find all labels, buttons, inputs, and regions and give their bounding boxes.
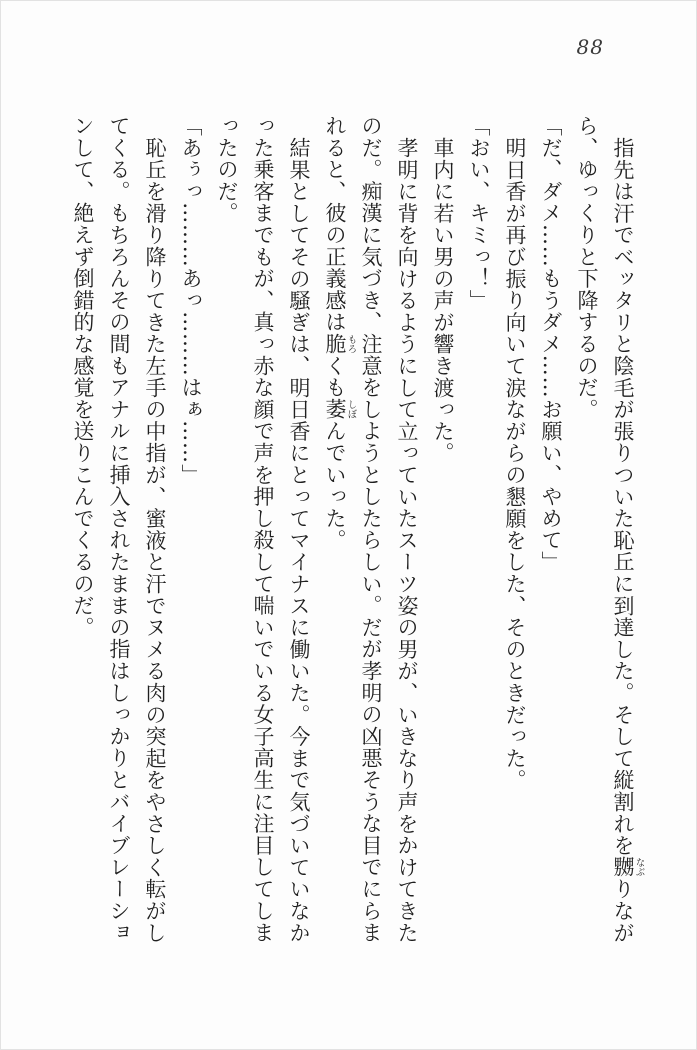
paragraph: 明日香が再び振り向いて涙ながらの懇願をした、そのときだった。 bbox=[503, 137, 527, 791]
page-number: 88 bbox=[576, 35, 604, 59]
paragraph: 「あぅっ………あっ………はぁ……」 bbox=[179, 115, 203, 486]
paragraph: 「おい、キミっ！」 bbox=[467, 115, 491, 312]
paragraph: 車内に若い男の声が響き渡った。 bbox=[431, 137, 455, 464]
paragraph: 孝明に背を向けるようにして立っていたスーツ姿の男が、いきなり声をかけてきたのだ。痴漢に気づき、注意をしようとしたらしい。だが孝明の凶悪そうな目でにらまれると、彼の正義感は脆もろくも萎しぼんでいった。 bbox=[323, 115, 419, 944]
paragraph: 恥丘を滑り降りてきた左手の中指が、蜜液と汗でヌメる肉の突起をやさしく転がしてくる。もちろんその間もアナルに挿入されたままの指はしっかりとバイブレーションして、絶えず倒錯的な感覚を送りこんでくるのだ。 bbox=[71, 115, 167, 944]
paragraph: 「だ、ダメ……もうダメ……お願い、やめて」 bbox=[539, 115, 563, 573]
novel-text-area bbox=[65, 115, 644, 951]
ruby-annotated-text: 嬲なぶ bbox=[611, 856, 645, 879]
paragraph: 指先は汗でベッタリと陰毛が張りついた恥丘に到達した。そして縦割れを嬲なぶりながら、ゆっくりと下降するのだ。 bbox=[575, 115, 645, 944]
ruby-annotated-text: 萎しぼ bbox=[323, 398, 357, 421]
ruby-annotated-text: 脆もろ bbox=[323, 333, 357, 355]
paragraph: 結果としてその騒ぎは、明日香にとってマイナスに働いた。今まで気づいていなかった乗客までもが、真っ赤な顔で声を押し殺して喘いでいる女子高生に注目してしまったのだ。 bbox=[215, 115, 311, 944]
